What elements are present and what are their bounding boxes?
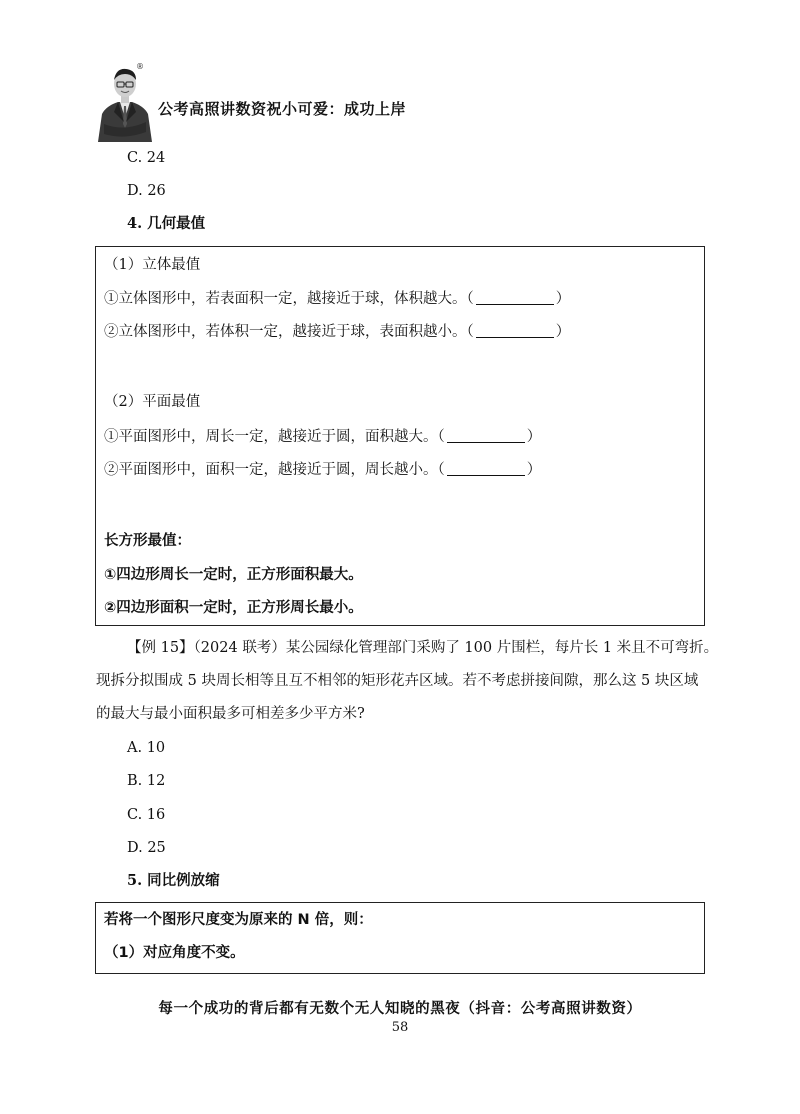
sub2-title: （2）平面最值	[104, 394, 201, 410]
answer-blank	[447, 461, 525, 476]
sub2-item1	[104, 427, 541, 447]
example-15-option-d: D. 25	[127, 840, 166, 856]
sub2-item2-close: ）	[526, 462, 542, 478]
answer-blank	[476, 290, 554, 305]
example-15-line2: 现拆分拟围成 5 块周长相等且互不相邻的矩形花卉区域。若不考虑拼接间隙，那么这 5 块区域	[96, 673, 699, 689]
option-c: C. 24	[127, 150, 166, 166]
example-15-line1	[127, 638, 718, 658]
example-15-line3: 的最大与最小面积最多可相差多少平方米?	[96, 706, 365, 722]
answer-blank	[476, 323, 554, 338]
author-portrait-image	[96, 62, 154, 142]
example-15-tag: 【例 15】	[127, 640, 194, 656]
rect-extremes-item1: ①四边形周长一定时，正方形面积最大。	[104, 567, 363, 583]
example-15-option-b: B. 12	[127, 773, 166, 789]
scaling-box-line1: 若将一个图形尺度变为原来的 N 倍，则：	[104, 912, 373, 928]
sub1-item2	[104, 322, 570, 342]
sub1-item1-close: ）	[555, 291, 571, 307]
sub2-item1-close: ）	[526, 429, 542, 445]
sub2-item2	[104, 460, 541, 480]
sub1-item2-close: ）	[555, 324, 571, 340]
sub1-title: （1）立体最值	[104, 257, 201, 273]
author-portrait	[96, 62, 154, 142]
page-number: 58	[391, 1020, 409, 1035]
rect-extremes-title: 长方形最值：	[104, 533, 191, 549]
sub2-item2-text: ②平面图形中，面积一定，越接近于圆，周长越小。（	[104, 462, 445, 478]
example-15-option-a: A. 10	[127, 740, 166, 756]
footer-slogan: 每一个成功的背后都有无数个无人知晓的黑夜（抖音：公考高照讲数资）	[158, 1001, 642, 1017]
rect-extremes-item2: ②四边形面积一定时，正方形周长最小。	[104, 600, 363, 616]
sub2-item1-text: ①平面图形中，周长一定，越接近于圆，面积越大。（	[104, 429, 445, 445]
sub1-item1-text: ①立体图形中，若表面积一定，越接近于球，体积越大。（	[104, 291, 474, 307]
sub1-item1	[104, 289, 570, 309]
answer-blank	[447, 428, 525, 443]
scaling-box-line2: （1）对应角度不变。	[104, 945, 245, 961]
option-d: D. 26	[127, 183, 166, 199]
example-15-option-c: C. 16	[127, 807, 166, 823]
header-slogan: 公考高照讲数资祝小可爱：成功上岸	[158, 100, 407, 118]
registered-mark: ®	[136, 62, 144, 71]
sub1-item2-text: ②立体图形中，若体积一定，越接近于球，表面积越小。（	[104, 324, 474, 340]
section-5-heading: 5. 同比例放缩	[127, 872, 220, 889]
example-15-line1-text: （2024 联考）某公园绿化管理部门采购了 100 片围栏，每片长 1 米且不可弯折。	[193, 640, 719, 656]
section-4-heading: 4. 几何最值	[127, 215, 206, 232]
